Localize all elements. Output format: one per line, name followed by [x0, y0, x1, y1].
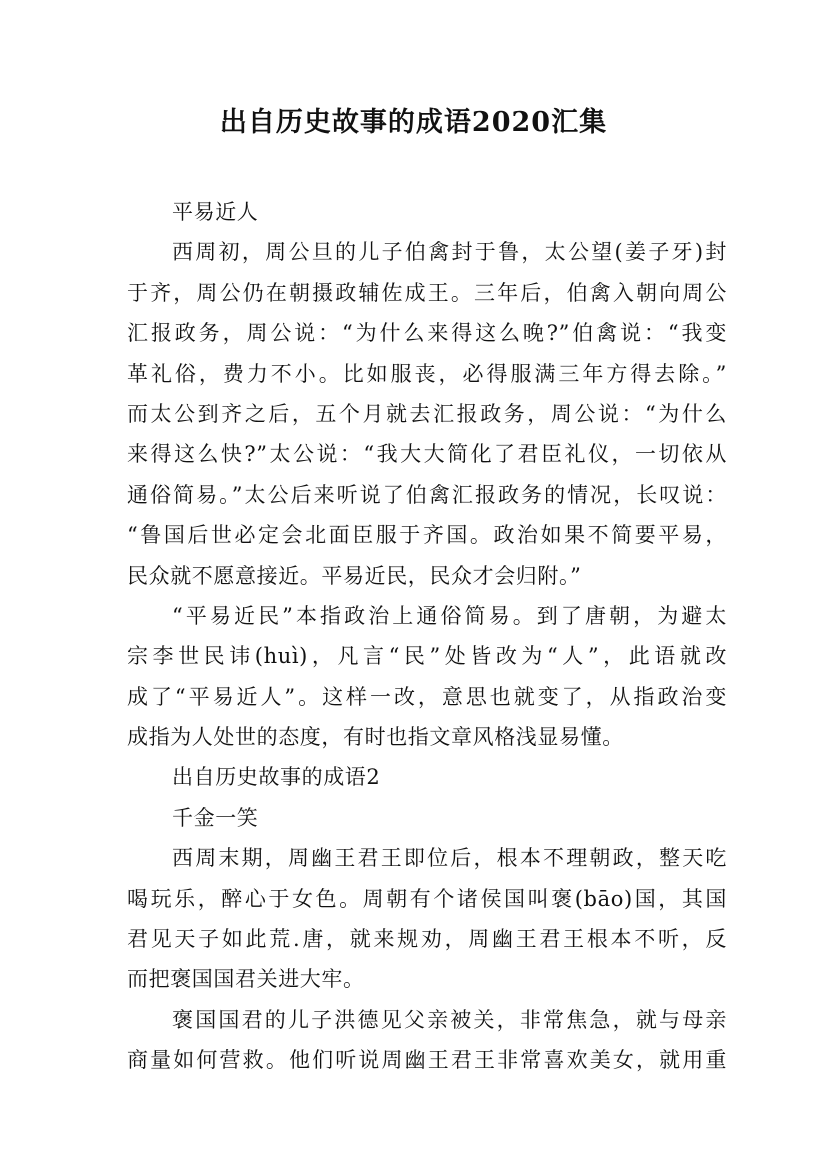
text-line: 通俗简易。”太公后来听说了伯禽汇报政务的情况，长叹说： [127, 482, 727, 507]
text-line: 汇报政务，周公说：“为什么来得这么晚?”伯禽说：“我变 [127, 321, 727, 346]
text-line: 西周初，周公旦的儿子伯禽封于鲁，太公望(姜子牙)封 [172, 240, 727, 265]
text-line: 革礼俗，费力不小。比如服丧，必得服满三年方得去除。” [127, 361, 727, 386]
text-line: 商量如何营救。他们听说周幽王君王非常喜欢美女，就用重 [127, 1048, 727, 1073]
text-line: 成指为人处世的态度，有时也指文章风格浅显易懂。 [127, 725, 624, 750]
text-line: 于齐，周公仍在朝摄政辅佐成王。三年后，伯禽入朝向周公 [127, 280, 727, 305]
text-line: 而把褒国国君关进大牢。 [127, 967, 365, 992]
text-line: 出自历史故事的成语2 [172, 765, 381, 790]
text-line: 千金一笑 [172, 805, 259, 830]
text-line: 君见天子如此荒.唐，就来规劝，周幽王君王根本不听，反 [127, 927, 727, 952]
text-line: 平易近人 [172, 200, 259, 224]
text-line: 民众就不愿意接近。平易近民，民众才会归附。” [127, 563, 582, 588]
text-line: 喝玩乐，醉心于女色。周朝有个诸侯国叫褒(bāo)国，其国 [127, 886, 727, 911]
text-line: 而太公到齐之后，五个月就去汇报政务，周公说：“为什么 [127, 401, 727, 426]
text-line: 宗李世民讳(huì)，凡言“民”处皆改为“人”，此语就改 [127, 644, 727, 669]
document-body [127, 192, 727, 1081]
text-line: 来得这么快?”太公说：“我大大简化了君臣礼仪，一切依从 [127, 442, 727, 467]
text-line: 西周末期，周幽王君王即位后，根本不理朝政，整天吃 [172, 846, 727, 871]
text-line: “平易近民”本指政治上通俗简易。到了唐朝，为避太 [172, 603, 727, 628]
text-line: 成了“平易近人”。这样一改，意思也就变了，从指政治变 [127, 684, 727, 709]
text-line: “鲁国后世必定会北面臣服于齐国。政治如果不简要平易， [127, 523, 727, 548]
text-line: 褒国国君的儿子洪德见父亲被关，非常焦急，就与母亲 [172, 1007, 727, 1032]
document-title: 出自历史故事的成语2020汇集 [219, 107, 608, 138]
